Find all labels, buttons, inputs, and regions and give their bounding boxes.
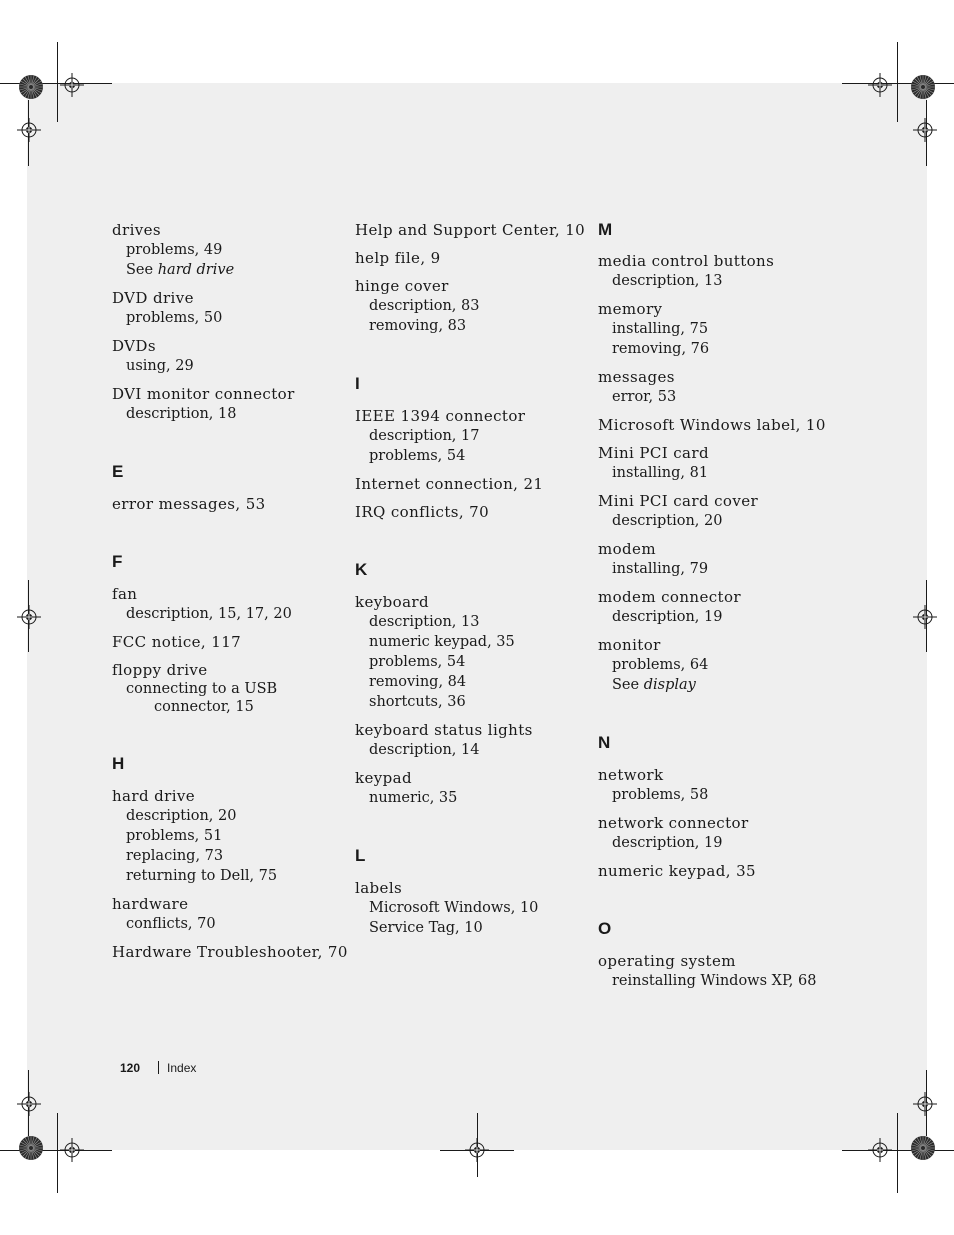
footer-section: Index [167, 1061, 197, 1075]
section-letter: I [355, 374, 360, 393]
index-subentry: description, 13 [612, 273, 723, 289]
crosshair-registration-mark [868, 1138, 892, 1162]
crosshair-registration-mark [17, 605, 41, 629]
index-term: IEEE 1394 connector [355, 407, 526, 425]
section-letter: O [598, 919, 612, 938]
see-reference [598, 675, 833, 695]
index-subentry: removing, 83 [369, 318, 467, 334]
crosshair-registration-mark [465, 1138, 489, 1162]
crosshair-registration-mark [60, 73, 84, 97]
crop-line [897, 42, 898, 122]
see-reference [112, 260, 347, 280]
index-entry [112, 288, 347, 328]
index-subentry: removing, 76 [612, 341, 710, 357]
index-subentry: problems, 51 [126, 828, 223, 844]
index-entry [112, 894, 347, 934]
index-entry [598, 813, 833, 853]
index-term: numeric keypad, 35 [598, 862, 756, 880]
starburst-registration-mark [910, 1135, 936, 1161]
index-subentry: problems, 58 [612, 787, 709, 803]
index-entry [112, 786, 347, 886]
index-entry [598, 635, 833, 695]
index-subentry: description, 19 [612, 835, 723, 851]
starburst-registration-mark [910, 74, 936, 100]
index-subentry: description, 17 [369, 428, 480, 444]
index-term: keyboard status lights [355, 721, 533, 739]
section-letter: K [355, 560, 368, 579]
starburst-registration-mark [18, 1135, 44, 1161]
index-term: floppy drive [112, 661, 208, 679]
index-term: DVDs [112, 337, 156, 355]
index-column-2 [355, 220, 590, 946]
index-column-3 [598, 220, 833, 999]
index-subentry: description, 83 [369, 298, 480, 314]
index-entry [598, 415, 833, 435]
section-letter: H [112, 754, 125, 773]
index-term: modem connector [598, 588, 741, 606]
starburst-registration-mark [18, 74, 44, 100]
index-subentry: description, 13 [369, 614, 480, 630]
index-entry [598, 299, 833, 359]
page-footer [120, 1061, 196, 1075]
index-subentry: description, 18 [126, 406, 237, 422]
crosshair-registration-mark [60, 1138, 84, 1162]
index-term: IRQ conflicts, 70 [355, 503, 490, 521]
index-term: memory [598, 300, 663, 318]
index-term: hard drive [112, 787, 196, 805]
index-entry [112, 494, 347, 514]
section-letter: E [112, 462, 124, 481]
index-term: help file, 9 [355, 249, 441, 267]
index-subentry: problems, 54 [369, 448, 466, 464]
crop-line [842, 1150, 954, 1151]
page-number: 120 [120, 1061, 141, 1075]
index-subentry: problems, 54 [369, 654, 466, 670]
see-prefix: See [612, 677, 644, 693]
index-entry [112, 632, 347, 652]
section-letter: F [112, 552, 123, 571]
index-term: drives [112, 221, 162, 239]
index-subentry: reinstalling Windows XP, 68 [612, 973, 817, 989]
index-entry [112, 660, 347, 716]
index-subentry: error, 53 [612, 389, 677, 405]
index-term: messages [598, 368, 675, 386]
section-letter: N [598, 733, 611, 752]
index-entry [598, 539, 833, 579]
index-term: DVD drive [112, 289, 194, 307]
crosshair-registration-mark [868, 73, 892, 97]
index-term: fan [112, 585, 138, 603]
crosshair-registration-mark [17, 1092, 41, 1116]
index-entry [112, 220, 347, 280]
crop-line [57, 42, 58, 122]
index-entry [112, 336, 347, 376]
index-term: Hardware Troubleshooter, 70 [112, 943, 348, 961]
index-subentry-continuation: connector, 15 [154, 699, 254, 715]
index-entry [598, 587, 833, 627]
index-term: FCC notice, 117 [112, 633, 242, 651]
index-term: DVI monitor connector [112, 385, 295, 403]
index-subentry: problems, 49 [126, 242, 223, 258]
index-subentry: replacing, 73 [126, 848, 224, 864]
index-term: monitor [598, 636, 661, 654]
index-subentry: conflicts, 70 [126, 916, 216, 932]
index-subentry: Microsoft Windows, 10 [369, 900, 539, 916]
index-term: keypad [355, 769, 412, 787]
index-subentry: Service Tag, 10 [369, 920, 483, 936]
index-entry [598, 861, 833, 881]
crosshair-registration-mark [913, 605, 937, 629]
index-entry [112, 384, 347, 424]
crop-line [57, 1113, 58, 1193]
index-term: Internet connection, 21 [355, 475, 544, 493]
section-letter: M [598, 220, 613, 239]
index-entry [598, 765, 833, 805]
see-prefix: See [126, 262, 158, 278]
index-entry [112, 942, 347, 962]
index-term: network [598, 766, 664, 784]
index-subentry: returning to Dell, 75 [126, 868, 278, 884]
index-entry [355, 406, 590, 466]
index-subentry: problems, 64 [612, 657, 709, 673]
index-entry [598, 251, 833, 291]
index-term: Microsoft Windows label, 10 [598, 416, 826, 434]
index-entry [355, 720, 590, 760]
index-term: keyboard [355, 593, 429, 611]
index-subentry: description, 15, 17, 20 [126, 606, 292, 622]
index-entry [355, 768, 590, 808]
crosshair-registration-mark [913, 118, 937, 142]
index-term: hinge cover [355, 277, 449, 295]
index-term: labels [355, 879, 403, 897]
index-entry [355, 592, 590, 712]
crop-line [842, 83, 954, 84]
see-target: display [643, 677, 696, 693]
index-term: modem [598, 540, 656, 558]
index-column-1 [112, 220, 347, 970]
see-target: hard drive [157, 262, 235, 278]
index-entry [355, 474, 590, 494]
index-subentry: numeric, 35 [369, 790, 458, 806]
index-subentry: problems, 50 [126, 310, 223, 326]
index-entry [355, 220, 590, 240]
index-entry [598, 367, 833, 407]
index-subentry: using, 29 [126, 358, 194, 374]
index-term: Mini PCI card cover [598, 492, 759, 510]
index-subentry: numeric keypad, 35 [369, 634, 515, 650]
crosshair-registration-mark [17, 118, 41, 142]
index-entry [112, 584, 347, 624]
index-subentry: removing, 84 [369, 674, 467, 690]
index-entry [598, 951, 833, 991]
crop-line [0, 83, 112, 84]
index-entry [598, 443, 833, 483]
index-term: Mini PCI card [598, 444, 709, 462]
index-term: network connector [598, 814, 749, 832]
index-subentry: description, 19 [612, 609, 723, 625]
index-term: error messages, 53 [112, 495, 266, 513]
footer-divider [158, 1061, 159, 1074]
index-subentry: shortcuts, 36 [369, 694, 466, 710]
index-subentry: installing, 81 [612, 465, 709, 481]
index-term: operating system [598, 952, 736, 970]
index-term: Help and Support Center, 10 [355, 221, 586, 239]
crosshair-registration-mark [913, 1092, 937, 1116]
index-subentry: installing, 79 [612, 561, 709, 577]
crop-line [897, 1113, 898, 1193]
index-subentry: connecting to a USB [126, 681, 278, 697]
index-term: hardware [112, 895, 189, 913]
section-letter: L [355, 846, 366, 865]
index-entry [355, 248, 590, 268]
index-entry [355, 878, 590, 938]
index-entry [355, 502, 590, 522]
index-entry [598, 491, 833, 531]
crop-line [0, 1150, 112, 1151]
index-entry [355, 276, 590, 336]
index-subentry: description, 20 [126, 808, 237, 824]
index-subentry: description, 20 [612, 513, 723, 529]
index-subentry: installing, 75 [612, 321, 709, 337]
index-subentry: description, 14 [369, 742, 480, 758]
index-term: media control buttons [598, 252, 775, 270]
